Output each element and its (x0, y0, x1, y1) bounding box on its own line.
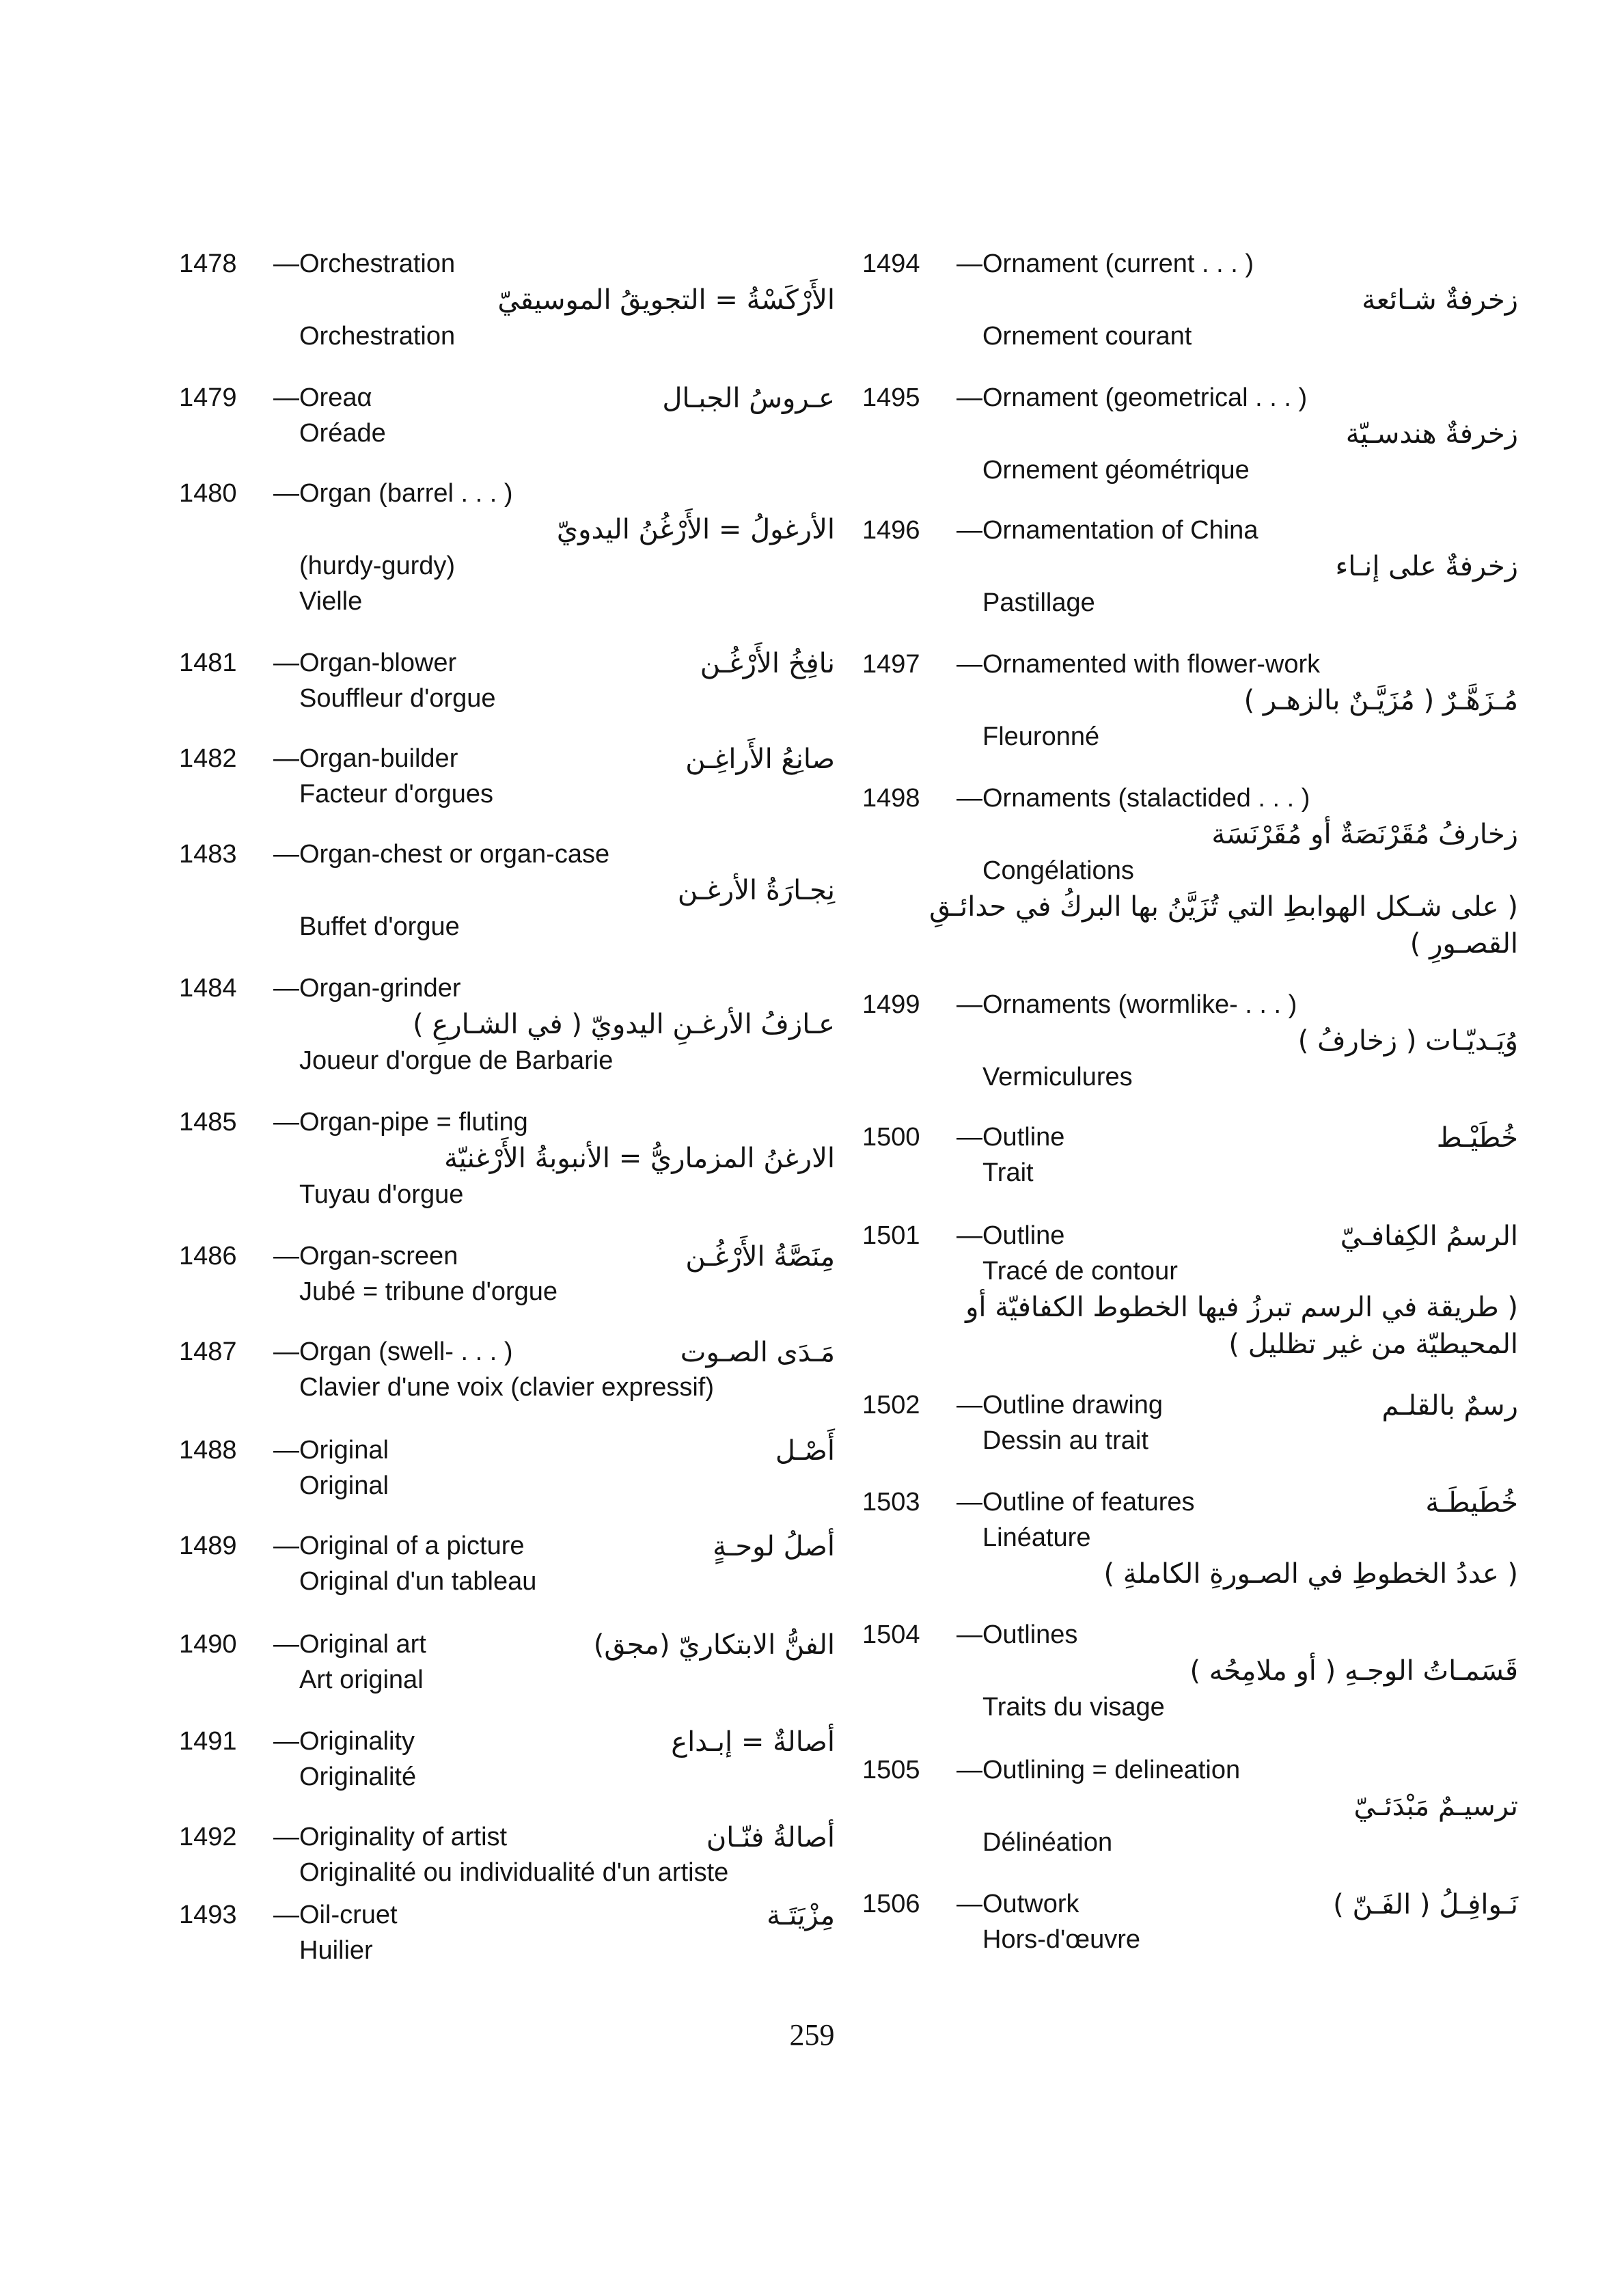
english-term: Oreaα (299, 383, 372, 412)
dictionary-entry (862, 1886, 1518, 1957)
dictionary-entry (862, 780, 1518, 962)
dictionary-entry (862, 647, 1518, 754)
arabic-term: أصالةٌ = إبـداع (671, 1726, 835, 1758)
english-term: Organ-screen (299, 1242, 458, 1270)
entry-number: 1480 (179, 479, 237, 508)
french-term: Buffet d'orgue (299, 912, 460, 941)
entry-header (179, 970, 835, 1006)
arabic-term: زخارفُ مُقَرْنَصَةٌ أو مُقَرْنَسَة (1211, 819, 1518, 850)
entry-dash: — (273, 249, 299, 278)
entry-header (862, 1387, 1518, 1423)
english-term: Original art (299, 1630, 426, 1659)
entry-number: 1497 (862, 650, 920, 679)
dictionary-entry (862, 1617, 1518, 1725)
entry-dash: — (273, 1823, 299, 1851)
dictionary-entry (179, 246, 835, 354)
entry-number: 1490 (179, 1630, 237, 1659)
dictionary-entry (862, 987, 1518, 1095)
entry-number: 1504 (862, 1620, 920, 1649)
entry-dash: — (956, 784, 982, 813)
entry-dash: — (273, 1436, 299, 1465)
entry-dash: — (273, 840, 299, 869)
entry-number: 1481 (179, 649, 237, 677)
english-term: Organ-pipe = fluting (299, 1108, 528, 1137)
arabic-term: نَـوافِـلُ ( الفَـنّ ) (1333, 1889, 1518, 1920)
entry-number: 1503 (862, 1488, 920, 1517)
entry-number: 1499 (862, 990, 920, 1019)
arabic-term: مِزْيَتَـة (767, 1900, 835, 1931)
entry-dash: — (956, 1756, 982, 1784)
entry-number: 1500 (862, 1123, 920, 1152)
arabic-term: وُيَـديّـات ( زخارفُ ) (1297, 1025, 1518, 1057)
french-term: Hors-d'œuvre (982, 1925, 1141, 1954)
arabic-term: زخرفةٌ هندسـيّة (1345, 418, 1518, 450)
arabic-note: ( على شـكل الهوابطِ التي تُزَيَّنُ بها البركُ في حدائـقِ القصـورِ ) (929, 891, 1518, 960)
entry-number: 1487 (179, 1337, 237, 1366)
entry-number: 1496 (862, 516, 920, 545)
entry-dash: — (956, 990, 982, 1019)
french-term: (hurdy-gurdy) (299, 552, 456, 580)
french-term: Trait (982, 1158, 1034, 1187)
entry-header (179, 380, 835, 416)
entry-header (179, 1897, 835, 1933)
french-term: Huilier (299, 1936, 373, 1965)
entry-header (179, 1334, 835, 1370)
arabic-term: الأرغولُ = الأَرْغُنُ اليدويّ (556, 514, 835, 545)
entry-header (862, 1886, 1518, 1922)
entry-dash: — (273, 744, 299, 773)
dictionary-entry (179, 1627, 835, 1698)
entry-dash: — (273, 1727, 299, 1756)
dictionary-entry (862, 1387, 1518, 1458)
entry-number: 1485 (179, 1108, 237, 1137)
entry-number: 1482 (179, 744, 237, 773)
french-term: Vermiculures (982, 1063, 1133, 1091)
entry-header (179, 741, 835, 776)
english-term: Organ (barrel . . . ) (299, 479, 513, 508)
entry-dash: — (956, 249, 982, 278)
arabic-term: مُـزَهَّـرٌ ( مُزَيَّـنٌ بالزهـر ) (1243, 685, 1518, 716)
entry-header (862, 1484, 1518, 1520)
entry-header (862, 1218, 1518, 1253)
dictionary-entry (179, 1528, 835, 1599)
arabic-term: ترسيـمٌ مَبْدَئـيّ (1353, 1791, 1518, 1822)
entry-number: 1488 (179, 1436, 237, 1465)
arabic-term: خُطَيطَـة (1425, 1487, 1518, 1519)
page-number: 259 (789, 2018, 835, 2052)
dictionary-entry (862, 1119, 1518, 1191)
english-term: Organ-grinder (299, 974, 461, 1003)
english-term: Outline (982, 1123, 1065, 1152)
english-term: Ornament (geometrical . . . ) (982, 383, 1308, 412)
arabic-term: أصالةُ فنّـان (706, 1822, 835, 1853)
french-term: Traits du visage (982, 1693, 1165, 1722)
arabic-term: الأَرْكَسْةُ = التجويقُ الموسيقيّ (497, 284, 835, 316)
entry-header (179, 645, 835, 681)
entry-header (179, 476, 835, 511)
french-term: Clavier d'une voix (clavier expressif) (299, 1373, 715, 1402)
entry-dash: — (956, 1488, 982, 1517)
entry-dash: — (956, 1221, 982, 1250)
english-term: Organ-blower (299, 649, 457, 677)
entry-number: 1478 (179, 249, 237, 278)
french-term: Congélations (982, 856, 1134, 885)
arabic-term: عـازفُ الأرغـنِ اليدويّ ( في الشـارعِ ) (413, 1009, 835, 1040)
entry-header (862, 380, 1518, 416)
english-term: Ornaments (stalactided . . . ) (982, 784, 1310, 813)
arabic-term: أصلُ لوحـةٍ (713, 1531, 835, 1562)
entry-header (179, 1819, 835, 1855)
dictionary-entry (179, 1334, 835, 1405)
english-term: Outline drawing (982, 1391, 1164, 1419)
french-term: Souffleur d'orgue (299, 684, 496, 713)
french-term: Facteur d'orgues (299, 780, 493, 808)
entry-header (862, 246, 1518, 282)
dictionary-entry (862, 380, 1518, 488)
entry-dash: — (273, 1901, 299, 1929)
dictionary-entry (179, 1104, 835, 1212)
english-term: Organ (swell- . . . ) (299, 1337, 513, 1366)
dictionary-entry (179, 837, 835, 944)
entry-dash: — (273, 479, 299, 508)
english-term: Ornament (current . . . ) (982, 249, 1254, 278)
dictionary-entry (179, 1819, 835, 1890)
english-term: Ornamentation of China (982, 516, 1258, 545)
french-term: Ornement courant (982, 322, 1192, 351)
english-term: Oil-cruet (299, 1901, 398, 1929)
arabic-term: قَسَمـاتُ الوجـهِ ( أو ملامِحُه ) (1189, 1655, 1518, 1687)
right-column (862, 246, 1518, 1983)
dictionary-entry (179, 970, 835, 1078)
english-term: Outlines (982, 1620, 1078, 1649)
entry-dash: — (956, 1890, 982, 1918)
dictionary-entry (179, 380, 835, 451)
english-term: Original (299, 1436, 389, 1465)
dictionary-entry (179, 645, 835, 716)
entry-number: 1502 (862, 1391, 920, 1419)
dictionary-entry (179, 1897, 835, 1968)
entry-header (179, 837, 835, 872)
english-term: Ornaments (wormlike- . . . ) (982, 990, 1297, 1019)
entry-number: 1493 (179, 1901, 237, 1929)
entry-number: 1479 (179, 383, 237, 412)
arabic-term: أَصْـل (775, 1435, 835, 1467)
arabic-term: مَـدَى الصـوت (680, 1337, 835, 1368)
arabic-term: نافِخُ الأَرْغُـن (700, 648, 835, 679)
french-term: Pastillage (982, 588, 1095, 617)
entry-number: 1489 (179, 1532, 237, 1560)
arabic-note: ( عددُ الخطوطِ في الصـورةِ الكاملةِ ) (1103, 1558, 1518, 1590)
dictionary-entry (862, 1752, 1518, 1860)
entry-header (179, 246, 835, 282)
english-term: Ornamented with flower-work (982, 650, 1321, 679)
arabic-term: نِجـارَةُ الأرغـن (677, 875, 835, 906)
entry-dash: — (273, 1337, 299, 1366)
entry-number: 1501 (862, 1221, 920, 1250)
left-column (179, 246, 835, 1994)
english-term: Outline of features (982, 1488, 1195, 1517)
french-term: Tracé de contour (982, 1257, 1178, 1286)
entry-number: 1494 (862, 249, 920, 278)
entry-dash: — (956, 650, 982, 679)
french-term: Tuyau d'orgue (299, 1180, 464, 1209)
entry-dash: — (273, 1630, 299, 1659)
dictionary-entry (862, 1218, 1518, 1363)
french-term: Dessin au trait (982, 1426, 1148, 1455)
dictionary-entry (179, 741, 835, 812)
entry-header (179, 1528, 835, 1564)
french-term: Linéature (982, 1523, 1091, 1552)
entry-dash: — (273, 1532, 299, 1560)
entry-dash: — (273, 1108, 299, 1137)
entry-number: 1505 (862, 1756, 920, 1784)
english-term: Outline (982, 1221, 1065, 1250)
entry-header (862, 987, 1518, 1022)
entry-dash: — (956, 383, 982, 412)
english-term: Organ-builder (299, 744, 458, 773)
english-term: Originality (299, 1727, 415, 1756)
arabic-term: عـروسُ الجبـال (662, 383, 835, 414)
french-term: Joueur d'orgue de Barbarie (299, 1046, 614, 1075)
french-term: Originalité ou individualité d'un artiste (299, 1858, 729, 1887)
entry-header (179, 1238, 835, 1274)
english-term: Outlining = delineation (982, 1756, 1241, 1784)
english-term: Organ-chest or organ-case (299, 840, 610, 869)
arabic-term: خُطَيْـط (1436, 1122, 1518, 1154)
entry-dash: — (273, 649, 299, 677)
entry-dash: — (956, 1391, 982, 1419)
dictionary-entry (179, 476, 835, 619)
entry-number: 1495 (862, 383, 920, 412)
arabic-term: الارغنُ المزماريُّ = الأنبوبةُ الأَرْغنيّة (444, 1143, 835, 1174)
french-term: Fleuronné (982, 722, 1100, 751)
english-term: Orchestration (299, 249, 456, 278)
english-term: Originality of artist (299, 1823, 508, 1851)
entry-dash: — (956, 1123, 982, 1152)
french-term: Vielle (299, 587, 363, 616)
entry-dash: — (273, 974, 299, 1003)
arabic-term: صانِعُ الأَراغِـن (685, 744, 835, 775)
french-term: Originalité (299, 1763, 417, 1791)
entry-number: 1483 (179, 840, 237, 869)
entry-header (862, 1752, 1518, 1788)
entry-header (862, 1617, 1518, 1653)
entry-dash: — (273, 383, 299, 412)
entry-number: 1492 (179, 1823, 237, 1851)
entry-header (179, 1724, 835, 1759)
arabic-term: مِنَصَّةُ الأَرْغُـن (685, 1241, 835, 1273)
french-term: Art original (299, 1666, 424, 1694)
entry-header (179, 1432, 835, 1468)
dictionary-entry (862, 246, 1518, 354)
arabic-note: ( طريقة في الرسم تبرزُ فيها الخطوط الكفافيّة أو المحيطيّة من غير تظليل ) (965, 1292, 1518, 1360)
entry-dash: — (273, 1242, 299, 1270)
entry-header (179, 1627, 835, 1662)
french-term: Orchestration (299, 322, 456, 351)
french-term: Délinéation (982, 1828, 1113, 1857)
arabic-term: الفنُّ الابتكاريّ (مجق) (593, 1629, 835, 1661)
french-term: Original (299, 1471, 389, 1500)
entry-number: 1498 (862, 784, 920, 813)
entry-header (862, 513, 1518, 548)
entry-number: 1491 (179, 1727, 237, 1756)
entry-dash: — (956, 516, 982, 545)
entry-header (862, 780, 1518, 816)
french-term: Original d'un tableau (299, 1567, 537, 1596)
dictionary-entry (862, 513, 1518, 621)
arabic-term: الرسمُ الكِفافـيّ (1340, 1221, 1518, 1252)
dictionary-entry (179, 1724, 835, 1795)
french-term: Oréade (299, 419, 386, 448)
entry-header (179, 1104, 835, 1140)
english-term: Outwork (982, 1890, 1079, 1918)
entry-header (862, 647, 1518, 682)
arabic-term: رسمٌ بالقلـم (1381, 1390, 1518, 1422)
english-term: Original of a picture (299, 1532, 525, 1560)
entry-number: 1486 (179, 1242, 237, 1270)
dictionary-entry (179, 1238, 835, 1309)
entry-header (862, 1119, 1518, 1155)
entry-number: 1506 (862, 1890, 920, 1918)
french-term: Ornement géométrique (982, 456, 1250, 485)
dictionary-entry (862, 1484, 1518, 1592)
arabic-term: زخرفةٌ شـائعة (1362, 284, 1518, 316)
arabic-term: زخرفةٌ على إنـاء (1335, 551, 1518, 582)
french-term: Jubé = tribune d'orgue (299, 1277, 558, 1306)
dictionary-entry (179, 1432, 835, 1504)
entry-dash: — (956, 1620, 982, 1649)
entry-number: 1484 (179, 974, 237, 1003)
